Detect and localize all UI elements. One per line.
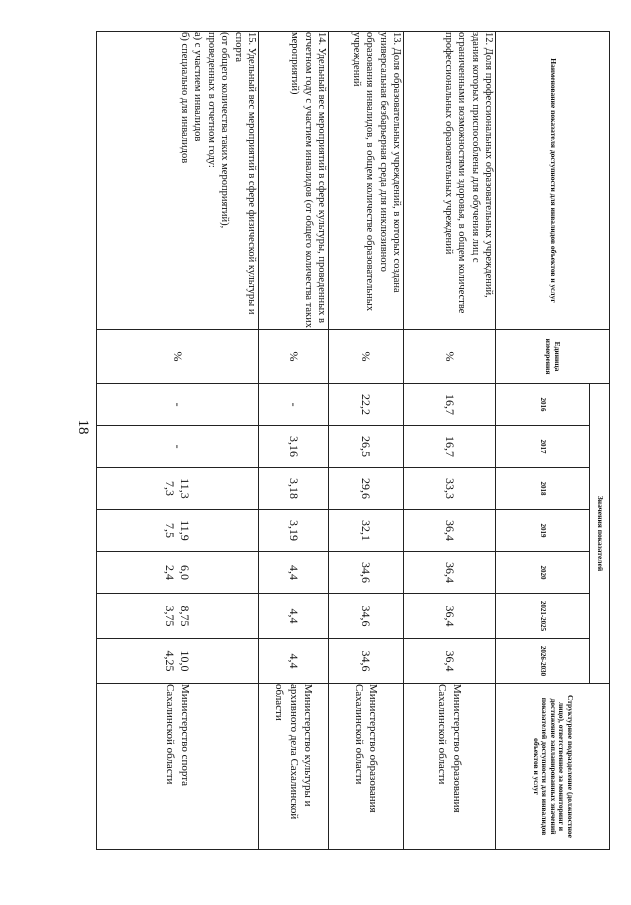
indicator-value: -	[259, 384, 329, 426]
indicator-value: -	[97, 426, 259, 468]
indicator-value: 6,0 2,4	[97, 552, 259, 594]
indicator-value: 3,16	[259, 426, 329, 468]
table-row	[259, 32, 329, 850]
indicator-value: 33,3	[404, 468, 496, 510]
table-row	[329, 32, 404, 850]
table-row	[97, 32, 259, 850]
header-year: 2020	[496, 552, 590, 594]
indicator-value: 11,9 7,5	[97, 510, 259, 552]
indicator-value: 32,1	[329, 510, 404, 552]
indicator-value: 4,4	[259, 594, 329, 639]
responsible-department: Министерство образования Сахалинской области	[329, 684, 404, 850]
header-year: 2017	[496, 426, 590, 468]
indicator-value: 4,4	[259, 639, 329, 684]
indicator-value: 29,6	[329, 468, 404, 510]
indicator-value: 36,4	[404, 552, 496, 594]
indicator-name	[97, 32, 259, 330]
responsible-department: Министерство культуры и архивного дела Сахалинской области	[259, 684, 329, 850]
page-number: 18	[75, 419, 92, 435]
indicator-name-line: (от общего количества таких мероприятий),	[219, 32, 231, 229]
indicator-unit: %	[97, 330, 259, 384]
indicator-name: 13. Доля образовательных учреждений, в которых создана универсальная безбарьерная среда для инклюзивного образования инвалидов, в общем количестве образовательных учреждений	[329, 32, 404, 330]
indicator-value: 36,4	[404, 594, 496, 639]
indicator-unit: %	[329, 330, 404, 384]
indicator-value: 34,6	[329, 552, 404, 594]
indicator-unit: %	[259, 330, 329, 384]
indicator-value: 8,75 3,75	[97, 594, 259, 639]
indicator-value: 26,5	[329, 426, 404, 468]
indicator-value: 16,7	[404, 384, 496, 426]
accessibility-indicators-table	[96, 31, 610, 850]
indicator-value: 34,6	[329, 639, 404, 684]
indicator-value: -	[97, 384, 259, 426]
header-year: 2026-2030	[496, 639, 590, 684]
indicator-value: 11,3 7,3	[97, 468, 259, 510]
rotated-table-container	[96, 31, 610, 849]
header-indicator-name: Наименование показателя доступности для инвалидов объектов и услуг	[496, 32, 610, 330]
responsible-department: Министерство спорта Сахалинской области	[97, 684, 259, 850]
indicator-unit: %	[404, 330, 496, 384]
header-year: 2018	[496, 468, 590, 510]
responsible-department: Министерство образования Сахалинской области	[404, 684, 496, 850]
indicator-value: 3,19	[259, 510, 329, 552]
indicator-value: 16,7	[404, 426, 496, 468]
indicator-name: 14. Удельный вес мероприятий в сфере культуры, проведенных в отчетном году с участием инвалидов (от общего количества таких мероприятий)	[259, 32, 329, 330]
indicator-value: 3,18	[259, 468, 329, 510]
indicator-value: 36,4	[404, 510, 496, 552]
header-unit: Единица измерения	[496, 330, 610, 384]
indicator-name-line: а) с участием инвалидов	[192, 32, 204, 142]
header-year: 2019	[496, 510, 590, 552]
indicator-name-line: б) специально для инвалидов	[178, 32, 190, 164]
indicator-value: 34,6	[329, 594, 404, 639]
table-row	[404, 32, 496, 850]
indicator-value: 22,2	[329, 384, 404, 426]
indicator-name-line: 15. Удельный вес мероприятий в сфере физической культуры и спорта	[232, 32, 257, 315]
indicator-name-line: проведенных в отчетном году:	[205, 32, 217, 168]
indicator-value: 10,0 4,25	[97, 639, 259, 684]
indicator-value: 4,4	[259, 552, 329, 594]
header-responsible: Структурное подразделение (должностное лицо), ответственное за мониторинг и достижение запланированных значений показателей доступности для инвалидов объектов и услуг	[496, 684, 610, 850]
indicator-name: 12. Доля профессиональных образовательных учреждений, здания которых приспособлены для обучения лиц с ограниченными возможностями здоровья, в общем количестве профессиональных образовательных учреждений	[404, 32, 496, 330]
header-values: Значения показателей	[590, 384, 610, 684]
indicator-value: 36,4	[404, 639, 496, 684]
header-year: 2016	[496, 384, 590, 426]
header-year: 2021-2025	[496, 594, 590, 639]
